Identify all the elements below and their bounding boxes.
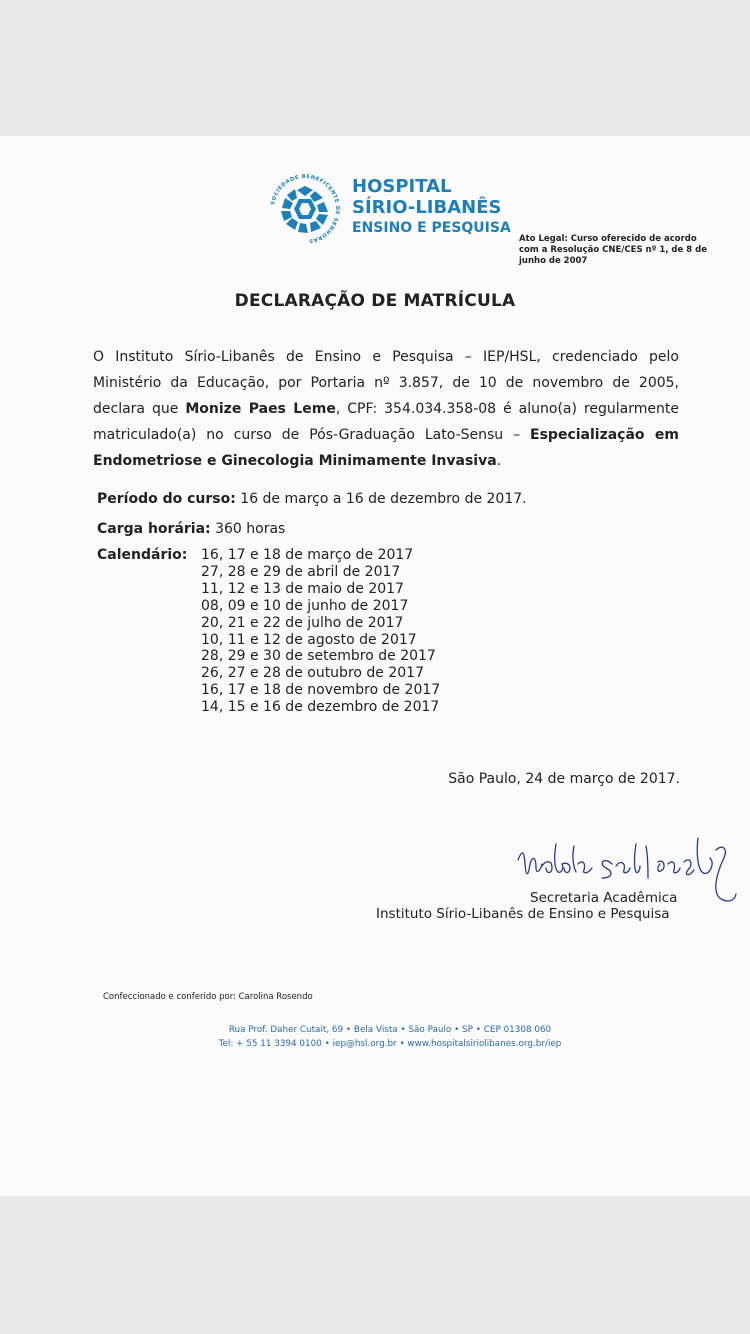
calendar-date: 10, 11 e 12 de agosto de 2017 bbox=[201, 631, 417, 648]
periodo-value: 16 de março a 16 de dezembro de 2017. bbox=[240, 491, 527, 507]
calendar-date: 16, 17 e 18 de março de 2017 bbox=[201, 547, 414, 563]
hospital-logo bbox=[268, 172, 518, 244]
logo-ring-text: SOCIEDADE BENEFICENTE DE SENHORAS bbox=[270, 173, 341, 244]
calendario-label: Calendário: bbox=[97, 547, 188, 563]
ato-legal-note bbox=[519, 234, 714, 267]
calendar-date: 14, 15 e 16 de dezembro de 2017 bbox=[201, 699, 440, 716]
carga-row bbox=[97, 521, 285, 537]
calendar-date: 08, 09 e 10 de junho de 2017 bbox=[201, 597, 409, 614]
calendar-date: 27, 28 e 29 de abril de 2017 bbox=[201, 563, 401, 580]
document-title: DECLARAÇÃO DE MATRÍCULA bbox=[234, 291, 516, 311]
ato-legal-text: Curso oferecido de acordo com a Resolução CNE/CES nº 1, de 8 de junho de 2007 bbox=[519, 234, 707, 266]
periodo-row bbox=[97, 491, 527, 507]
calendario-list bbox=[201, 547, 440, 716]
student-name: Monize Paes Leme bbox=[185, 401, 336, 417]
periodo-label: Período do curso: bbox=[97, 491, 236, 507]
course-name: Especialização em Endometriose e Ginecologia Minimamente Invasiva bbox=[93, 427, 679, 469]
calendar-date: 16, 17 e 18 de novembro de 2017 bbox=[201, 682, 441, 699]
logo-line-1: HOSPITAL bbox=[352, 176, 452, 197]
paragraph-part-1: O Instituto Sírio-Libanês de Ensino e Pesquisa – IEP/HSL, credenciado pelo Ministério da Educação, por Portaria nº 3.857, de 10 de novembro de 2005, declara que bbox=[93, 349, 679, 417]
ato-legal-label: Ato Legal: bbox=[519, 234, 568, 244]
footer-address: Rua Prof. Daher Cutait, 69 • Bela Vista • São Paulo • SP • CEP 01308 060 bbox=[228, 1025, 552, 1035]
carga-value: 360 horas bbox=[215, 521, 286, 537]
logo-line-2: SÍRIO-LIBANÊS bbox=[352, 197, 502, 218]
logo-line-3: ENSINO E PESQUISA bbox=[352, 220, 511, 236]
calendar-date: 20, 21 e 22 de julho de 2017 bbox=[201, 614, 404, 631]
calendar-date: 11, 12 e 13 de maio de 2017 bbox=[201, 580, 404, 597]
logo-wordmark bbox=[352, 176, 511, 237]
logo-emblem-icon bbox=[268, 172, 342, 246]
declaration-paragraph bbox=[93, 344, 679, 474]
paragraph-part-2: , CPF: 354.034.358-08 é aluno(a) regularmente matriculado(a) no curso de Pós-Graduação Lato-Sensu – bbox=[93, 401, 679, 443]
carga-label: Carga horária: bbox=[97, 521, 211, 537]
calendar-date: 28, 29 e 30 de setembro de 2017 bbox=[201, 648, 436, 665]
confeccionado-note: Confeccionado e conferido por: Carolina Rosendo bbox=[103, 992, 313, 1002]
document-page bbox=[0, 136, 750, 1196]
signature-role: Secretaria Acadêmica bbox=[530, 890, 678, 906]
calendar-date: 26, 27 e 28 de outubro de 2017 bbox=[201, 665, 424, 682]
paragraph-part-3: . bbox=[496, 453, 502, 469]
place-date: São Paulo, 24 de março de 2017. bbox=[448, 771, 680, 787]
footer-contact: Tel: + 55 11 3394 0100 • iep@hsl.org.br • www.hospitalsiriolibanes.org.br/iep bbox=[218, 1039, 562, 1049]
signature-institution: Instituto Sírio-Libanês de Ensino e Pesquisa bbox=[376, 906, 670, 922]
